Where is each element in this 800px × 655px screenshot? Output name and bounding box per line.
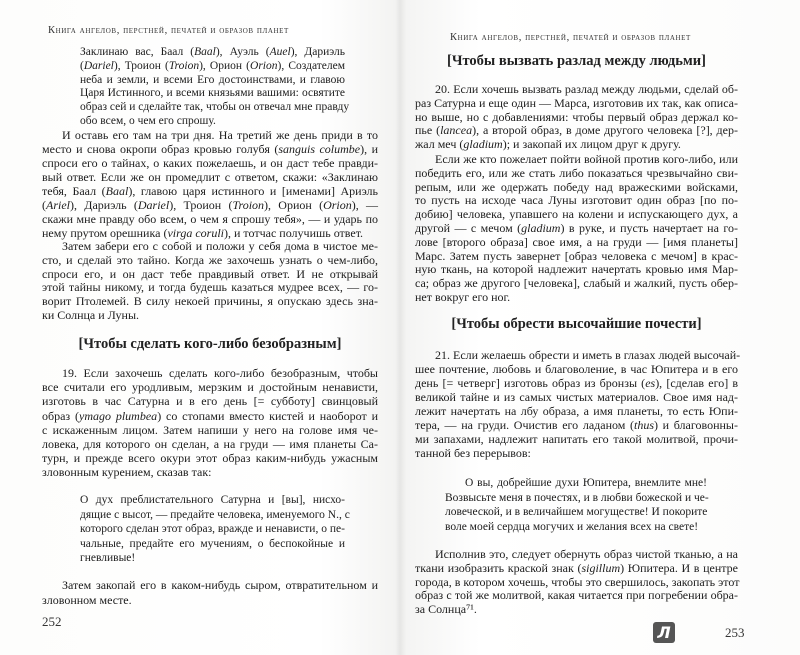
text-line: И оставь его там на три дня. На третий же день приди в то [62, 128, 378, 142]
paragraph [415, 153, 738, 305]
text-line: сто, и сделай это тайно. Когда же захочешь узнать о чем-либо, [42, 252, 378, 267]
text-line: ми запахами, надлежит напитать его такой молитвой, прочи- [415, 432, 738, 446]
text-line: гневливые! [80, 552, 136, 564]
section-heading: [Чтобы обрести высочайшие почести] [451, 316, 702, 332]
text-line: Затем забери его с собой и положи у себя дома в чистое ме- [62, 239, 378, 253]
text-line: ки Солнца и Луны. [42, 307, 140, 322]
text-line: жал меч (gladium); и закопай их лицом друг к другу. [415, 137, 681, 152]
text-line: неба и земли, и всеми Его достоинствами, и главою [80, 73, 345, 86]
incantation-quote [80, 493, 350, 566]
text-line: танной без перерывов: [415, 446, 531, 460]
page-number: 253 [725, 625, 745, 640]
text-line: изготовь в час Сатурна и в его день [= субботу] свинцовый [42, 394, 378, 409]
text-line: нет вокруг его ног. [415, 289, 511, 304]
text-line: Возвысьте меня в почестях, и в любви божеской и че- [445, 491, 709, 504]
text-line: Исполнив это, следует обернуть образ чистой тканью, а на [435, 547, 738, 561]
text-line: обо всем, о чем его спрошу. [80, 114, 216, 127]
text-line: с искаженным лицом. Затем напиши у него на голове имя че- [42, 422, 378, 437]
text-line: (Dariel), Троион (Troion), Орион (Orion), Создателем [80, 59, 345, 72]
text-line: воле моей сердца могучих и желания всех на свете! [445, 521, 699, 534]
text-line: вый ответ. Если же он промедлит с ответом, скажи: «Заклинаю [42, 170, 378, 184]
text-line: чальные, предайте его мучениям, о беспокойные и [80, 537, 345, 550]
text-line: ворит Птолемей. В силу некоей причины, я опускаю здесь зна- [42, 294, 378, 309]
text-line: 19. Если захочешь сделать кого-либо безобразным, чтобы [62, 366, 378, 380]
text-line: великой тайне и из самых чистых материалов. Свое имя над- [415, 390, 738, 404]
running-header: Книга ангелов, перстней, печатей и образов планет [48, 25, 289, 36]
right-page [400, 0, 800, 655]
text-line: лежит начертать на лбу образа, а имя планеты, то есть Юпи- [415, 404, 738, 418]
text-line: нему прутом орешника (virga coruli), и тотчас получишь ответ. [42, 226, 364, 240]
text-line: Заклинаю вас, Баал (Baal), Ауэль (Auel), Дариэль [80, 46, 345, 58]
text-line: ткани изобразить краской знак (sigillum) Юпитера. И в центре [415, 560, 738, 575]
text-line: другой — с мечом (gladium) в руке, и пусть начертает на го- [415, 220, 738, 235]
text-line: образ (ymago plumbea) со стопами вместо кистей и наоборот и [42, 408, 379, 423]
text-line: но выше, но с добавлениями: чтобы первый образ держал ко- [415, 109, 738, 124]
text-line: зловонном месте. [42, 593, 132, 607]
text-line: О дух преблистательного Сатурна и [вы], нисхо- [80, 494, 345, 506]
text-line: 21. Если желаешь обрести и иметь в глазах людей высочай- [435, 348, 741, 362]
paragraph [415, 348, 741, 460]
text-line: победить его, или же стать либо показаться чрезвычайно сви- [415, 165, 738, 180]
text-line: добию] человека, упавшего на колени и испускающего дух, а [415, 207, 738, 222]
running-header: Книга ангелов, перстней, печатей и образов планет [450, 32, 691, 43]
text-line: спроси его, и он даст тебе правдивый ответ. И не открывай [42, 266, 378, 281]
text-line: са; образ же другого [человека], слабый и жалкий, пусть обер- [415, 276, 738, 291]
text-line: О вы, добрейшие духи Юпитера, внемлите мне! [465, 477, 707, 489]
text-line: Затем закопай его в каком-нибудь сыром, отвратительном и [62, 578, 378, 592]
text-line: место и снова окропи образ кровью голубя (sanguis columbe), и [42, 142, 378, 156]
text-line: Марс. Затем пусть завернет [образ человека с мечом] в крас- [415, 248, 738, 263]
text-line: тера, — на груди. Очистив его ладаном (thus) и благовонны- [415, 418, 738, 432]
text-line: за Солнца⁷¹. [415, 602, 477, 617]
text-line: этой тайны никому, и тогда будешь казаться мудрее всех, — го- [42, 280, 378, 295]
paragraph [42, 240, 378, 323]
section-heading: [Чтобы сделать кого-либо безобразным] [78, 336, 342, 352]
publisher-logo-icon: Л [653, 622, 675, 643]
text-line: ную ткань, на которой надлежит начертать кровью имя Мар- [415, 262, 738, 277]
text-line: турн, и прежде всего окури этот образ каким-нибудь ужасным [42, 451, 378, 466]
paragraph [415, 548, 738, 617]
paragraph [42, 366, 378, 480]
text-line: (Ariel), Дариэль (Dariel), Троион (Troion), Орион (Orion), — [42, 198, 378, 212]
text-line: все считали его уродливым, мерзким и достойным ненависти, [42, 380, 378, 395]
text-line: ловеческой, и в величайшем могуществе! И покорите [445, 506, 708, 519]
text-line: которого сделан этот образ, вражде и ненависти, о пе- [80, 523, 345, 535]
text-line: раз Сатурна и еще один — Марса, изготовив их так, как описа- [415, 95, 738, 110]
text-line: Царя Истинного, и всеми князьями вашими: освятите [80, 87, 345, 100]
prayer-quote [445, 476, 707, 535]
page-number: 252 [42, 614, 62, 629]
paragraph [42, 128, 378, 240]
incantation-quote [80, 46, 350, 129]
text-line: города, в котором хочешь, чтобы это свершилось, закопать этот [415, 574, 740, 589]
text-line: дящие с высот, — предайте человека, именуемого N., с [80, 508, 350, 521]
text-line: зловонным курением, сказав так: [42, 465, 212, 480]
paragraph [42, 578, 378, 608]
paragraph [415, 83, 738, 152]
text-line: то пусть на исходе часа Луны изготовит один образ [по по- [415, 193, 738, 208]
text-line: шее почтение, любовь и благоволение, в час Юпитера и в его [415, 362, 738, 376]
text-line: лове [второго образа] свое имя, а на груди — [имя планеты] [415, 234, 738, 249]
text-line: образ сей и сделайте так, чтобы он отвечал мне правду [80, 101, 350, 114]
text-line: Если же кто пожелает пойти войной против кого-либо, или [435, 152, 738, 166]
text-line: спроси его о тайнах, о каких пожелаешь, и он даст тебе правди- [42, 156, 378, 170]
text-line: образ с той же молитвой, какая читается при погребении обра- [415, 588, 738, 603]
text-line: тебя, Баал (Baal), главою царя истинного и [именами] Ариэль [42, 184, 379, 198]
text-line: ловека, для которого он сделан, а на груди — имя планеты Са- [42, 437, 378, 452]
text-line: 20. Если хочешь вызвать разлад между людьми, сделай об- [435, 82, 738, 96]
text-line: скажи мне правду обо всем, о чем я спрошу тебя», — и ударь по [42, 212, 378, 226]
text-line: репым, или же одержать победу над вражескими войсками, [415, 179, 738, 194]
text-line: день [= четверг] изготовь образ из бронзы (es), [сделав его] в [415, 376, 739, 390]
section-heading: [Чтобы вызвать разлад между людьми] [447, 53, 706, 69]
text-line: пье (lancea), а второй образ, в доме другого человека [?], дер- [415, 123, 738, 138]
